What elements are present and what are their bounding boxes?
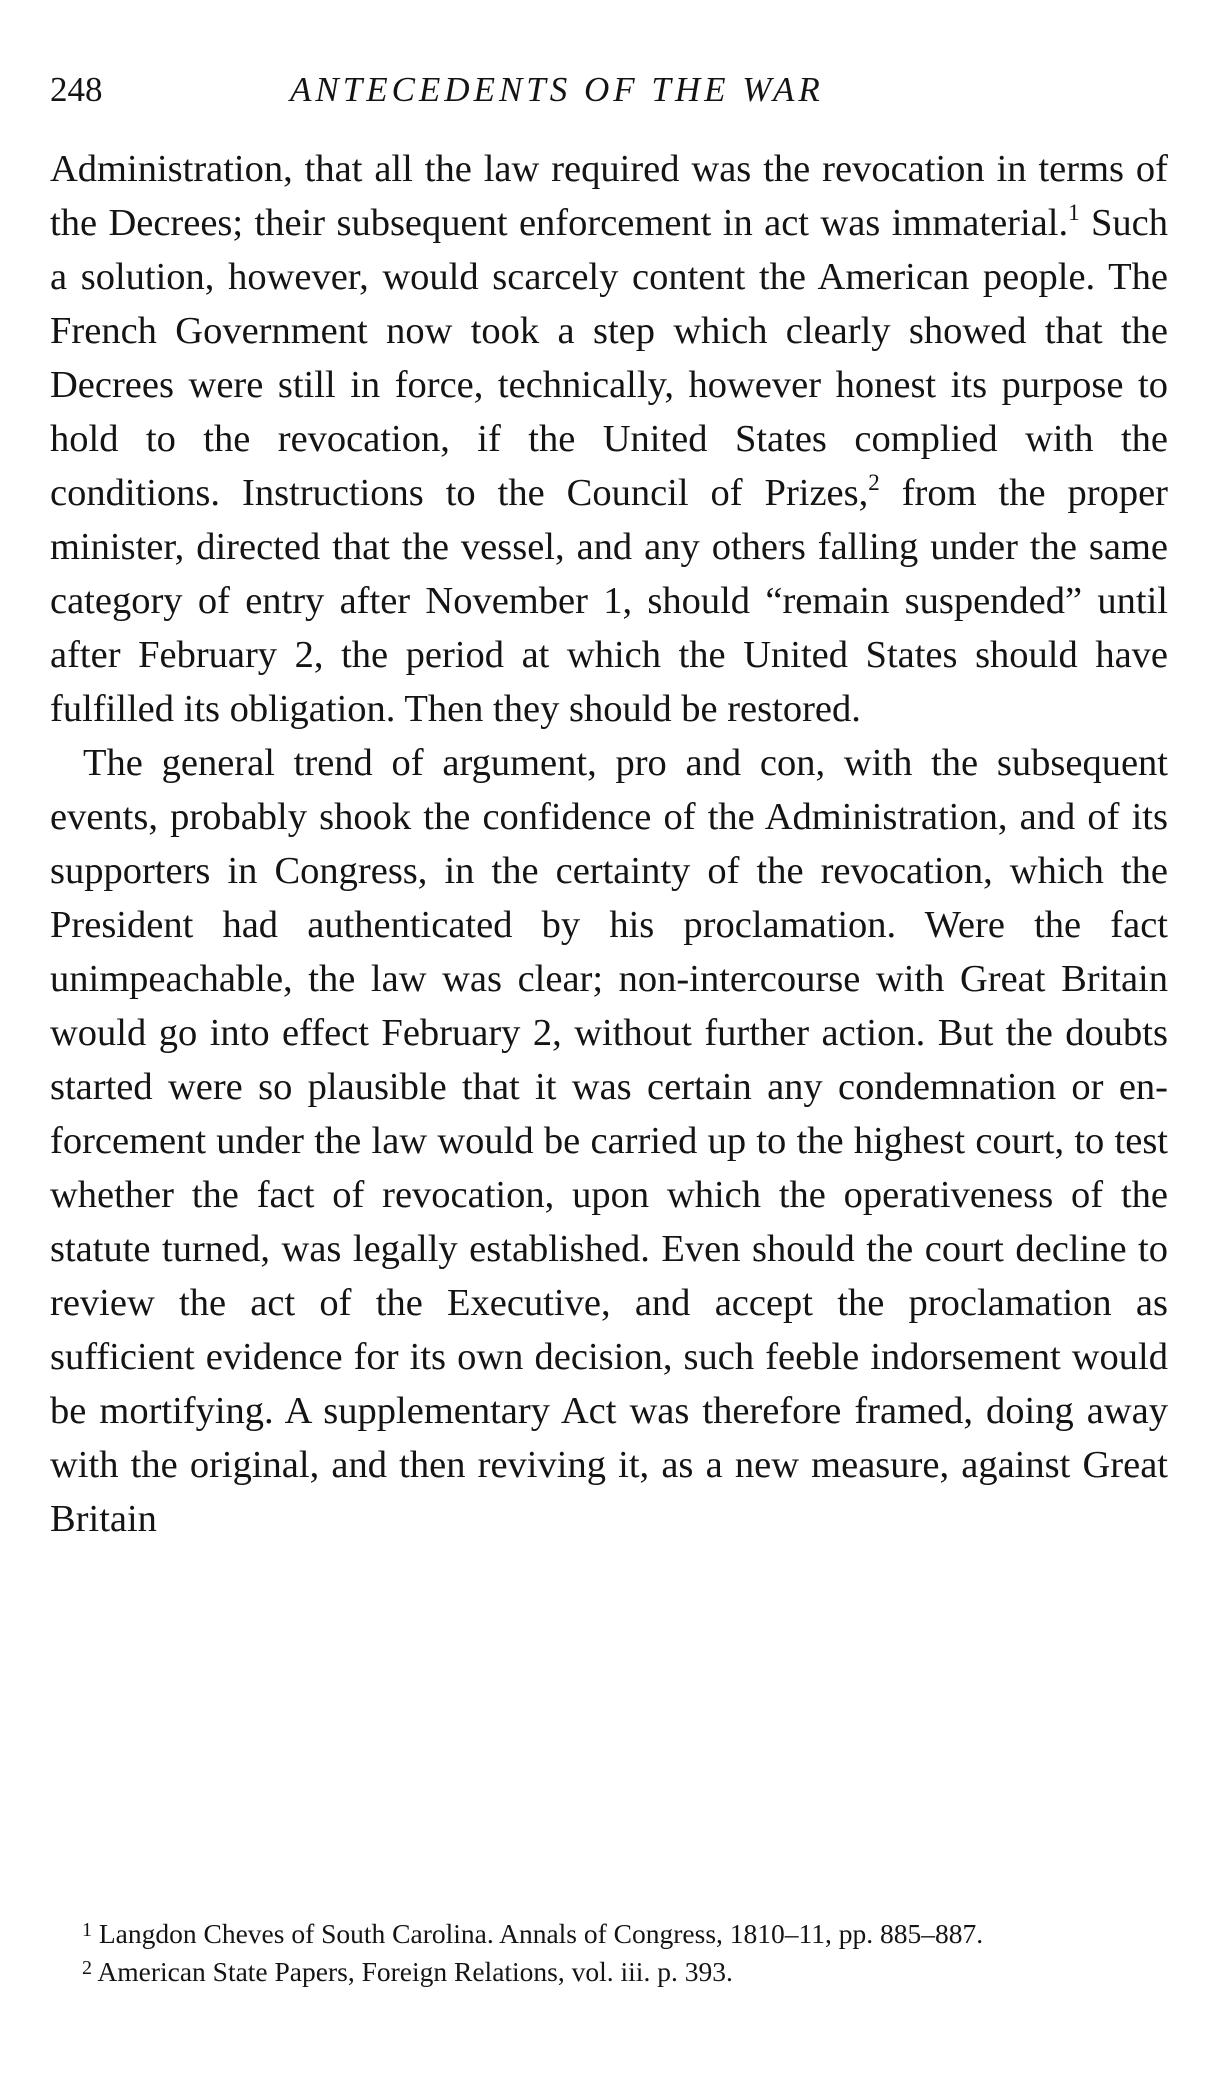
footnote-ref-1: 1 (1068, 200, 1080, 225)
footnote-ref-2: 2 (868, 470, 880, 495)
footnote-2-text: American State Papers, Foreign Relations, vol. iii. p. 393. (97, 1956, 733, 1987)
footnote-2 (50, 1953, 1168, 1991)
book-page (50, 60, 1168, 1546)
paragraph-1-text-c: from the proper minister, directed that the vessel, and any others falling under the same category of entry after November 1, should “remain suspended” until after February 2, the period at which the United States should have fulfilled its obligation. Then they should be restored. (50, 472, 1168, 730)
paragraph-1-text-a: Administration, that all the law required was the revocation in terms of the Decrees; their subsequent enforcement in act was immaterial. (50, 148, 1168, 244)
footnotes (50, 1915, 1168, 1991)
running-title: ANTECEDENTS OF THE WAR (290, 70, 824, 109)
paragraph-2: The general trend of argument, pro and con, with the subsequent events, probably shook the confidence of the Administration, and of its supporters in Congress, in the certainty of the revocation, which the President had authenticated by his proclamation. Were the fact unimpeachable, the law was clear; non-intercourse with Great Britain would go into effect February 2, without further action. But the doubts started were so plausible that it was certain any condemnation or enforcement under the law would be carried up to the highest court, to test whether the fact of revocation, upon which the operativeness of the statute turned, was legally established. Even should the court decline to review the act of the Executive, and accept the proclamation as sufficient evidence for its own decision, such feeble indorsement would be mortifying. A supplementary Act was therefore framed, doing away with the original, and then reviving it, as a new measure, against Great Britain (50, 742, 1168, 1540)
page-number: 248 (50, 70, 103, 109)
footnote-2-mark: 2 (82, 1957, 92, 1979)
running-head (50, 60, 1168, 120)
footnote-1-text: Langdon Cheves of South Carolina. Annals of Congress, 1810–11, pp. 885–887. (98, 1918, 984, 1949)
paragraph-1 (50, 142, 1168, 736)
footnote-1-mark: 1 (82, 1919, 92, 1941)
body-text (50, 142, 1168, 1546)
footnote-1 (50, 1915, 1168, 1953)
paragraph-1-text-b: Such a solution, however, would scarcely content the American people. The French Government now took a step which clearly showed that the Decrees were still in force, technically, however honest its purpose to hold to the revocation, if the United States complied with the conditions. Instructions to the Council of Prizes, (50, 202, 1169, 514)
